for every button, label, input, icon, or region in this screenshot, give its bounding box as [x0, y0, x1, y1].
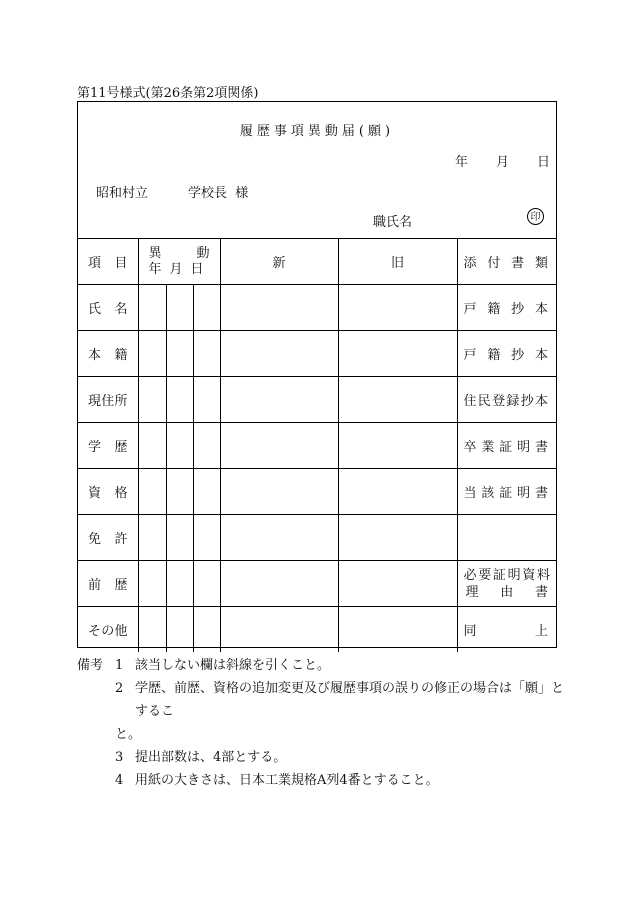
attach-char: 明 — [517, 486, 531, 501]
month-cell[interactable] — [166, 561, 193, 607]
date-month: 月 — [496, 155, 510, 170]
header-date-char: 日 — [190, 261, 204, 277]
table-row — [78, 331, 556, 377]
item-char: 現 — [88, 394, 102, 409]
header-item-char: 目 — [114, 256, 128, 271]
table-row — [78, 561, 556, 607]
new-value-cell[interactable] — [220, 607, 338, 653]
note-text-continued: と。 — [115, 727, 142, 742]
note-text: 該当しない欄は斜線を引くこと。 — [135, 658, 331, 673]
attach-char: 業 — [481, 440, 495, 455]
attach-char: 抄 — [511, 302, 525, 317]
header-change-date — [138, 239, 220, 285]
attach-char: 抄 — [511, 348, 525, 363]
old-value-cell[interactable] — [338, 377, 457, 423]
attach-char: 民 — [477, 394, 491, 409]
attach-char: 本 — [534, 302, 548, 317]
item-char: 籍 — [114, 348, 128, 363]
attach-char: 同 — [463, 624, 477, 639]
old-value-cell[interactable] — [338, 469, 457, 515]
attach-char: 戸 — [463, 348, 477, 363]
attach-char: 戸 — [463, 302, 477, 317]
attach-char: 本 — [534, 348, 548, 363]
row-attachment — [457, 285, 556, 331]
attach-char: 証 — [492, 567, 506, 583]
new-value-cell[interactable] — [220, 377, 338, 423]
new-value-cell[interactable] — [220, 469, 338, 515]
old-value-cell[interactable] — [338, 285, 457, 331]
month-cell[interactable] — [166, 377, 193, 423]
header-date-char: 年 — [148, 261, 162, 277]
old-value-cell[interactable] — [338, 331, 457, 377]
item-char: 氏 — [88, 302, 102, 317]
row-attachment — [457, 377, 556, 423]
month-cell[interactable] — [166, 285, 193, 331]
attach-char: 必 — [463, 567, 477, 583]
attach-char: 抄 — [520, 394, 534, 409]
month-cell[interactable] — [166, 423, 193, 469]
header-attach-char: 書 — [511, 256, 525, 271]
form-label: 第11号様式(第26条第2項関係) — [77, 86, 259, 101]
note-number: 2 — [115, 681, 124, 696]
item-char: 歴 — [114, 578, 128, 593]
attach-char: 籍 — [487, 302, 501, 317]
item-char: 資 — [88, 486, 102, 501]
item-char: 免 — [88, 532, 102, 547]
year-cell[interactable] — [138, 515, 166, 561]
month-cell[interactable] — [166, 469, 193, 515]
attach-char: 明 — [517, 440, 531, 455]
item-char: 住 — [101, 394, 115, 409]
addressee — [96, 182, 248, 201]
year-cell[interactable] — [138, 607, 166, 653]
addressee-honorific: 様 — [235, 186, 249, 201]
attach-char: 住 — [463, 394, 477, 409]
date-year: 年 — [455, 155, 469, 170]
day-cell[interactable] — [193, 377, 220, 423]
table-row — [78, 469, 556, 515]
item-char: 格 — [114, 486, 128, 501]
row-item-label — [78, 469, 138, 515]
notes-lead — [77, 746, 115, 769]
item-char: 所 — [114, 394, 128, 409]
day-cell[interactable] — [193, 469, 220, 515]
attach-char: 理 — [465, 584, 479, 600]
attach-char: 証 — [499, 486, 513, 501]
attach-char: 書 — [534, 440, 548, 455]
header-attach-char: 付 — [487, 256, 501, 271]
date-line — [455, 151, 550, 170]
header-item-char: 項 — [88, 256, 102, 271]
row-item-label — [78, 377, 138, 423]
row-attachment — [457, 561, 556, 607]
header-item — [78, 239, 138, 285]
attach-char: 登 — [492, 394, 506, 409]
row-item-label — [78, 331, 138, 377]
month-cell[interactable] — [166, 607, 193, 653]
attach-char: 上 — [534, 624, 548, 639]
addressee-village: 昭和村立 — [96, 186, 149, 201]
note-text: 学歴、前歴、資格の追加変更及び履歴事項の誤りの修正の場合は「願」とするこ — [135, 681, 565, 719]
row-item-label — [78, 561, 138, 607]
form-box — [77, 101, 557, 648]
old-value-cell[interactable] — [338, 607, 457, 653]
header-attachments — [457, 239, 556, 285]
row-item-label — [78, 515, 138, 561]
item-char: 前 — [88, 578, 102, 593]
note-item — [77, 769, 567, 792]
attach-char: 由 — [500, 584, 514, 600]
attach-char: 書 — [534, 486, 548, 501]
change-table — [78, 238, 556, 652]
attach-char: 料 — [536, 567, 550, 583]
attach-char: 卒 — [463, 440, 477, 455]
attach-char: 本 — [534, 394, 548, 409]
row-item-label — [78, 423, 138, 469]
new-value-cell[interactable] — [220, 285, 338, 331]
old-value-cell[interactable] — [338, 515, 457, 561]
attach-char: 録 — [506, 394, 520, 409]
month-cell[interactable] — [166, 515, 193, 561]
note-text: 提出部数は、4部とする。 — [135, 750, 287, 765]
day-cell[interactable] — [193, 331, 220, 377]
header-date-char: 月 — [169, 261, 183, 277]
day-cell[interactable] — [193, 561, 220, 607]
row-attachment — [457, 469, 556, 515]
old-value-cell[interactable] — [338, 561, 457, 607]
note-item — [77, 746, 567, 769]
form-header — [78, 102, 556, 238]
new-value-cell[interactable] — [220, 561, 338, 607]
year-cell[interactable] — [138, 377, 166, 423]
item-char: 名 — [114, 302, 128, 317]
attach-char: 資 — [522, 567, 536, 583]
new-value-cell[interactable] — [220, 515, 338, 561]
table-header-row — [78, 239, 556, 285]
old-value-cell[interactable] — [338, 423, 457, 469]
signer-label: 職氏名 — [373, 215, 413, 230]
item-char: 許 — [114, 532, 128, 547]
year-cell[interactable] — [138, 331, 166, 377]
attach-char: 証 — [499, 440, 513, 455]
item-char: 本 — [88, 348, 102, 363]
month-cell[interactable] — [166, 331, 193, 377]
row-item-label — [78, 285, 138, 331]
day-cell[interactable] — [193, 607, 220, 653]
header-attach-char: 類 — [534, 256, 548, 271]
item-char: 歴 — [114, 440, 128, 455]
note-item — [77, 677, 567, 723]
table-row — [78, 515, 556, 561]
item-char: 他 — [114, 624, 128, 639]
attach-char: 該 — [481, 486, 495, 501]
year-cell[interactable] — [138, 561, 166, 607]
new-value-cell[interactable] — [220, 331, 338, 377]
item-char: の — [101, 624, 115, 639]
attach-char: 籍 — [487, 348, 501, 363]
item-char: 学 — [88, 440, 102, 455]
table-row — [78, 423, 556, 469]
header-attach-char: 添 — [463, 256, 477, 271]
notes-lead — [77, 769, 115, 792]
notes-lead: 備考 — [77, 658, 104, 673]
attach-char: 明 — [507, 567, 521, 583]
table-row — [78, 285, 556, 331]
row-attachment — [457, 607, 556, 653]
note-number: 3 — [115, 750, 124, 765]
new-value-cell[interactable] — [220, 423, 338, 469]
seal-mark: 印 — [527, 208, 544, 225]
day-cell[interactable] — [193, 423, 220, 469]
date-day: 日 — [537, 155, 551, 170]
year-cell[interactable] — [138, 285, 166, 331]
table-row — [78, 607, 556, 653]
attach-char: 当 — [463, 486, 477, 501]
row-attachment — [457, 515, 556, 561]
notes-lead — [77, 677, 115, 723]
row-attachment — [457, 423, 556, 469]
addressee-principal: 学校長 — [188, 186, 228, 201]
day-cell[interactable] — [193, 285, 220, 331]
notes-section — [77, 654, 567, 792]
attach-char: 書 — [534, 584, 548, 600]
item-char: そ — [88, 624, 102, 639]
header-new: 新 — [220, 239, 338, 285]
row-attachment — [457, 331, 556, 377]
header-old: 旧 — [338, 239, 457, 285]
day-cell[interactable] — [193, 515, 220, 561]
header-change-char: 異 — [148, 245, 162, 261]
note-number: 4 — [115, 773, 124, 788]
row-item-label — [78, 607, 138, 653]
note-text: 用紙の大きさは、日本工業規格A列4番とすること。 — [135, 773, 439, 788]
header-change-char: 動 — [196, 245, 210, 261]
document-title: 履歴事項異動届(願) — [239, 124, 395, 139]
table-row — [78, 377, 556, 423]
attach-char: 要 — [478, 567, 492, 583]
note-number: 1 — [115, 658, 124, 673]
year-cell[interactable] — [138, 469, 166, 515]
note-item — [77, 654, 567, 677]
year-cell[interactable] — [138, 423, 166, 469]
